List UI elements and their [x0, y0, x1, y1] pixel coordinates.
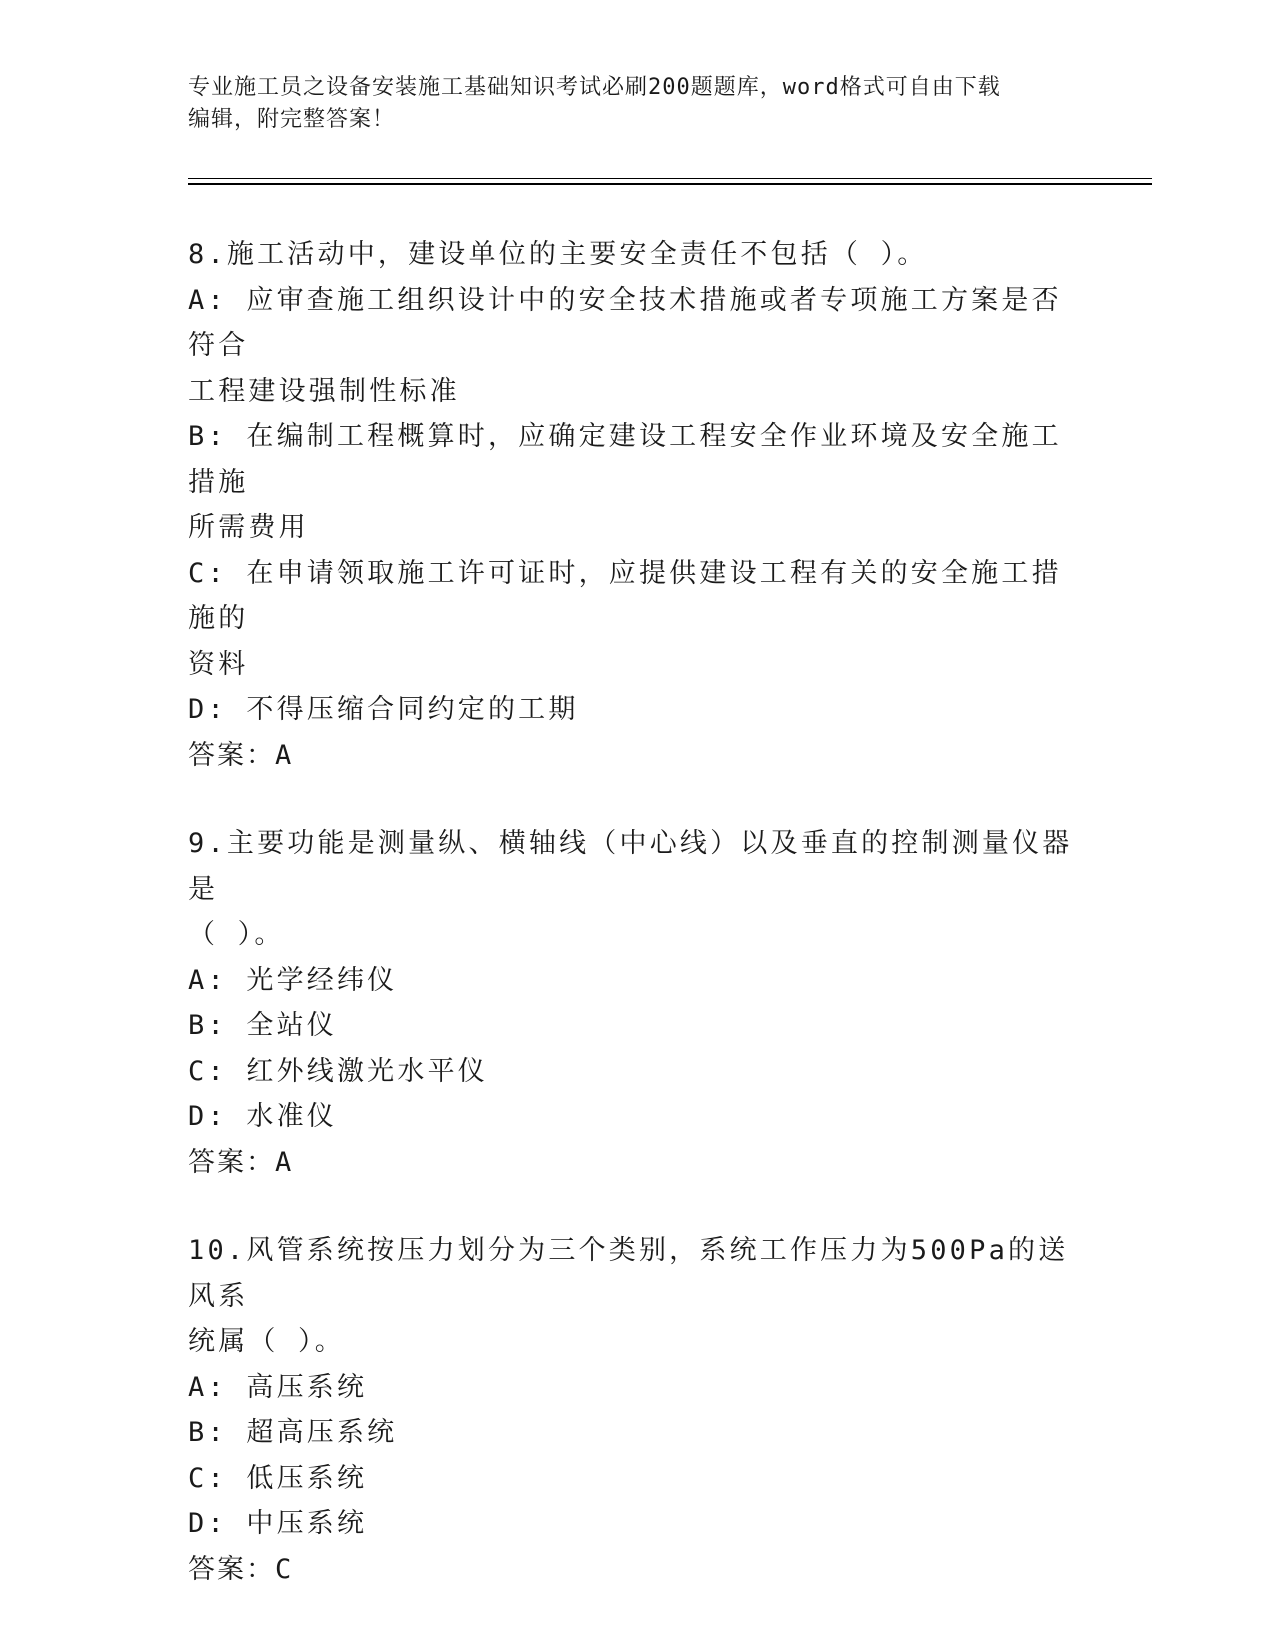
question-block — [188, 821, 1088, 1185]
answer-row — [188, 1140, 1088, 1186]
option-line: B: 超高压系统 — [188, 1417, 398, 1448]
question-stem-line: （ ）。 — [188, 919, 285, 950]
option-line: 所需费用 — [188, 512, 309, 543]
option-line: D: 中压系统 — [188, 1508, 368, 1539]
header-line-1: 专业施工员之设备安装施工基础知识考试必刷200题题库，word格式可自由下载 — [188, 75, 1001, 100]
option-line: B: 全站仪 — [188, 1010, 337, 1041]
option-line: 工程建设强制性标准 — [188, 375, 460, 407]
option-line: C: 红外线激光水平仪 — [188, 1055, 488, 1087]
answer-value: A — [275, 739, 294, 771]
option-line: C: 在申请领取施工许可证时，应提供建设工程有关的安全施工措施的 — [188, 557, 1062, 634]
header-divider-bottom — [188, 183, 1152, 185]
answer-row — [188, 733, 1088, 779]
question-stem-line: 8.施工活动中，建设单位的主要安全责任不包括（ ）。 — [188, 239, 928, 270]
question-list — [188, 232, 1088, 1635]
answer-row — [188, 1547, 1088, 1593]
question-stem-line: 10.风管系统按压力划分为三个类别，系统工作压力为500Pa的送风系 — [188, 1235, 1069, 1312]
option-line: D: 水准仪 — [188, 1101, 337, 1132]
option-line: C: 低压系统 — [188, 1462, 368, 1494]
option-line: A: 应审查施工组织设计中的安全技术措施或者专项施工方案是否符合 — [188, 284, 1062, 361]
answer-value: C — [275, 1553, 294, 1585]
question-block — [188, 232, 1088, 778]
option-line: A: 光学经纬仪 — [188, 964, 398, 996]
option-line: D: 不得压缩合同约定的工期 — [188, 694, 579, 725]
option-line: 资料 — [188, 648, 249, 680]
question-stem-line: 统属（ ）。 — [188, 1326, 345, 1357]
answer-label: 答案： — [188, 1553, 275, 1585]
option-line: B: 在编制工程概算时，应确定建设工程安全作业环境及安全施工措施 — [188, 421, 1062, 498]
question-block — [188, 1228, 1088, 1592]
answer-label: 答案： — [188, 739, 275, 771]
question-stem-line: 9.主要功能是测量纵、横轴线（中心线）以及垂直的控制测量仪器是 — [188, 828, 1073, 905]
answer-label: 答案： — [188, 1146, 275, 1178]
answer-value: A — [275, 1146, 294, 1178]
header-divider-top — [188, 178, 1152, 179]
document-header — [188, 72, 1068, 136]
option-line: A: 高压系统 — [188, 1371, 368, 1403]
header-line-2: 编辑，附完整答案！ — [188, 107, 396, 132]
